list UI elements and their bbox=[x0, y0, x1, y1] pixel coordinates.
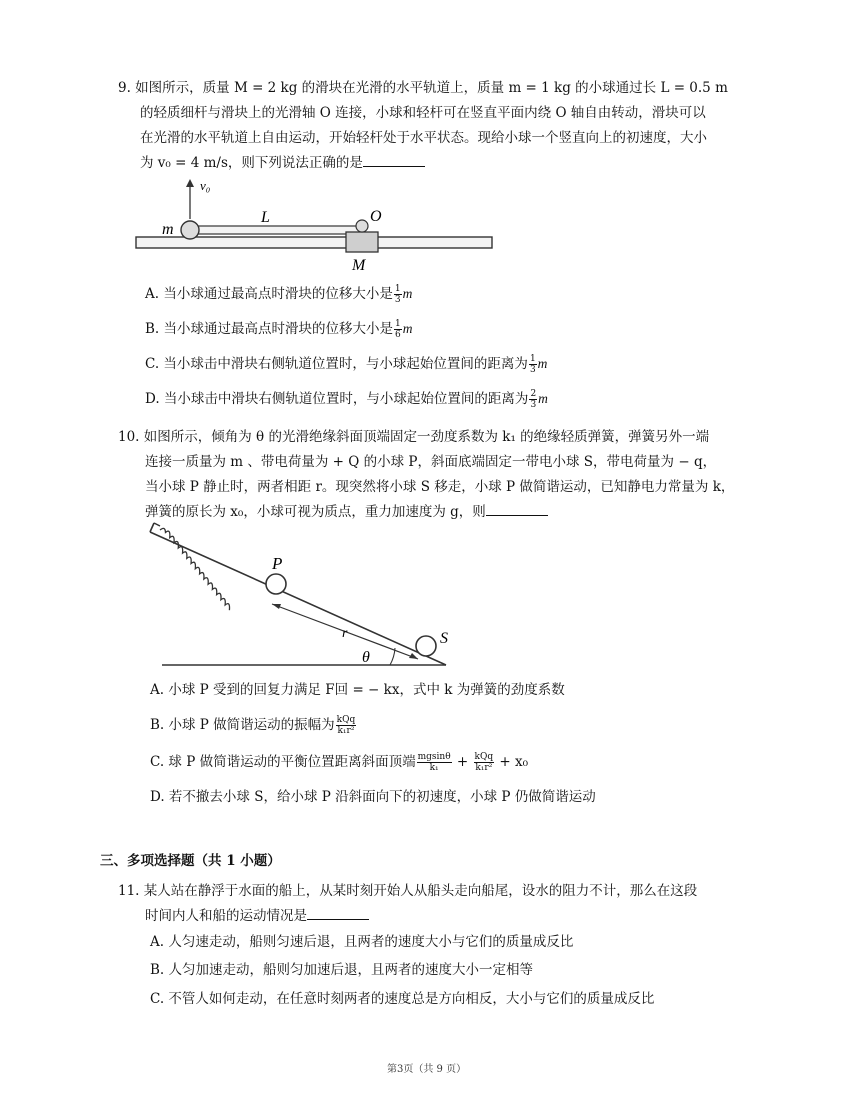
q9-option-a-fraction bbox=[394, 284, 402, 305]
q9-option-a[interactable] bbox=[145, 284, 412, 305]
q10-option-a[interactable]: A. 小球 P 受到的回复力满足 F回 = − kx，式中 k 为弹簧的劲度系数 bbox=[150, 682, 565, 698]
frac-den: k₁r² bbox=[337, 726, 355, 736]
q9-line4-text: 为 v₀ = 4 m/s，则下列说法正确的是 bbox=[140, 155, 363, 171]
q9-line2: 的轻质细杆与滑块上的光滑轴 O 连接，小球和轻杆可在竖直平面内绕 O 轴自由转动，滑块可以 bbox=[140, 105, 706, 121]
q9-option-d-fraction bbox=[529, 389, 537, 410]
v0-arrowhead bbox=[186, 179, 194, 187]
unit: m bbox=[538, 391, 548, 406]
q9-line4 bbox=[140, 153, 425, 173]
q9-line1: 9. 如图所示，质量 M = 2 kg 的滑块在光滑的水平轨道上，质量 m = 1 kg 的小球通过长 L = 0.5 m bbox=[118, 80, 728, 96]
axle-o bbox=[356, 220, 368, 232]
q9-figure bbox=[134, 176, 496, 272]
q9-option-c-fraction bbox=[529, 354, 537, 375]
label-theta: θ bbox=[362, 649, 370, 666]
light-rod bbox=[190, 226, 364, 234]
unit: m bbox=[402, 286, 413, 301]
unit: m bbox=[402, 321, 413, 336]
label-P: P bbox=[272, 554, 283, 573]
q9-option-d[interactable] bbox=[145, 389, 548, 410]
q11-option-a[interactable]: A. 人匀速走动，船则匀速后退，且两者的速度大小与它们的质量成反比 bbox=[150, 934, 574, 950]
label-S: S bbox=[440, 630, 448, 647]
label-M: M bbox=[352, 257, 366, 272]
label-r: r bbox=[342, 626, 348, 641]
q9-option-a-text: A. 当小球通过最高点时滑块的位移大小是 bbox=[145, 286, 393, 302]
q10-line4 bbox=[145, 502, 548, 522]
q10-option-b[interactable] bbox=[150, 715, 357, 736]
q9-option-c[interactable] bbox=[145, 354, 547, 375]
q10-option-c[interactable] bbox=[150, 752, 528, 773]
answer-blank[interactable] bbox=[363, 154, 425, 167]
q11-line2-text: 时间内人和船的运动情况是 bbox=[145, 908, 307, 924]
ball-m bbox=[181, 221, 199, 239]
q10-option-b-fraction bbox=[336, 715, 357, 736]
frac-den: k₁r² bbox=[475, 763, 493, 773]
slider-block bbox=[346, 232, 378, 252]
q10-line4-text: 弹簧的原长为 x₀，小球可视为质点，重力加速度为 g，则 bbox=[145, 504, 486, 520]
frac-num: 1 bbox=[394, 284, 401, 294]
answer-blank[interactable] bbox=[486, 503, 548, 516]
frac-num: mgsinθ bbox=[417, 752, 451, 762]
unit: m bbox=[537, 356, 548, 371]
answer-blank[interactable] bbox=[307, 907, 369, 920]
ball-P bbox=[266, 574, 286, 594]
q11-line2 bbox=[145, 906, 369, 926]
wall bbox=[154, 523, 160, 526]
q10-option-c-text: C. 球 P 做简谐运动的平衡位置距离斜面顶端 bbox=[150, 754, 416, 770]
q11-option-c[interactable]: C. 不管人如何走动，在任意时刻两者的速度总是方向相反，大小与它们的质量成反比 bbox=[150, 991, 655, 1007]
q10-option-d[interactable]: D. 若不撤去小球 S，给小球 P 沿斜面向下的初速度，小球 P 仍做简谐运动 bbox=[150, 789, 596, 805]
frac-num: 1 bbox=[529, 354, 536, 364]
q10-option-b-text: B. 小球 P 做简谐运动的振幅为 bbox=[150, 717, 335, 733]
q9-option-b[interactable] bbox=[145, 319, 413, 340]
label-O: O bbox=[370, 208, 382, 225]
q10-figure bbox=[148, 522, 452, 670]
ball-S bbox=[416, 636, 436, 656]
q10-line3: 当小球 P 静止时，两者相距 r。现突然将小球 S 移走，小球 P 做简谐运动，已知静电力常量为 k， bbox=[145, 479, 735, 495]
frac-den: 3 bbox=[529, 365, 536, 375]
q11-option-b[interactable]: B. 人匀加速走动，船则匀加速后退，且两者的速度大小一定相等 bbox=[150, 962, 534, 978]
section-3-title: 三、多项选择题（共 1 小题） bbox=[100, 853, 281, 869]
q10-option-c-fraction2 bbox=[474, 752, 495, 773]
q11-line1: 11. 某人站在静浮于水面的船上，从某时刻开始人从船头走向船尾，设水的阻力不计，那么在这段 bbox=[118, 883, 698, 899]
theta-arc bbox=[390, 648, 395, 665]
q10-option-c-fraction1 bbox=[417, 752, 452, 773]
frac-num: kQq bbox=[474, 752, 494, 762]
label-L: L bbox=[261, 209, 270, 226]
frac-num: 1 bbox=[395, 319, 401, 329]
frac-den: 3 bbox=[530, 400, 537, 410]
frac-den: k₁ bbox=[429, 763, 439, 773]
frac-den: 6 bbox=[395, 330, 401, 340]
frac-num: 2 bbox=[530, 389, 537, 399]
q9-option-b-fraction bbox=[394, 319, 402, 340]
label-v0: v₀ bbox=[200, 178, 211, 193]
plus-sign: + bbox=[456, 754, 469, 770]
q9-line3: 在光滑的水平轨道上自由运动，开始轻杆处于水平状态。现给小球一个竖直向上的初速度，大小 bbox=[140, 130, 707, 146]
q9-option-c-text: C. 当小球击中滑块右侧轨道位置时，与小球起始位置间的距离为 bbox=[145, 356, 528, 372]
spring bbox=[148, 527, 249, 610]
r-arrowhead-left bbox=[272, 604, 281, 609]
q10-line1: 10. 如图所示，倾角为 θ 的光滑绝缘斜面顶端固定一劲度系数为 k₁ 的绝缘轻质弹簧，弹簧另外一端 bbox=[118, 429, 710, 445]
r-arrowhead-right bbox=[409, 653, 418, 659]
frac-num: kQq bbox=[336, 715, 356, 725]
page-number: 第3页（共 9 页） bbox=[387, 1064, 467, 1075]
q9-option-b-text: B. 当小球通过最高点时滑块的位移大小是 bbox=[145, 321, 394, 337]
q10-line2: 连接一质量为 m 、带电荷量为 + Q 的小球 P，斜面底端固定一带电小球 S，带电荷量为 − q， bbox=[145, 454, 717, 470]
frac-den: 3 bbox=[394, 295, 401, 305]
q9-option-d-text: D. 当小球击中滑块右侧轨道位置时，与小球起始位置间的距离为 bbox=[145, 391, 529, 407]
q10-option-c-tail: + x₀ bbox=[499, 754, 529, 770]
incline-top bbox=[150, 532, 446, 665]
label-m: m bbox=[162, 221, 174, 238]
incline-end bbox=[150, 523, 154, 532]
